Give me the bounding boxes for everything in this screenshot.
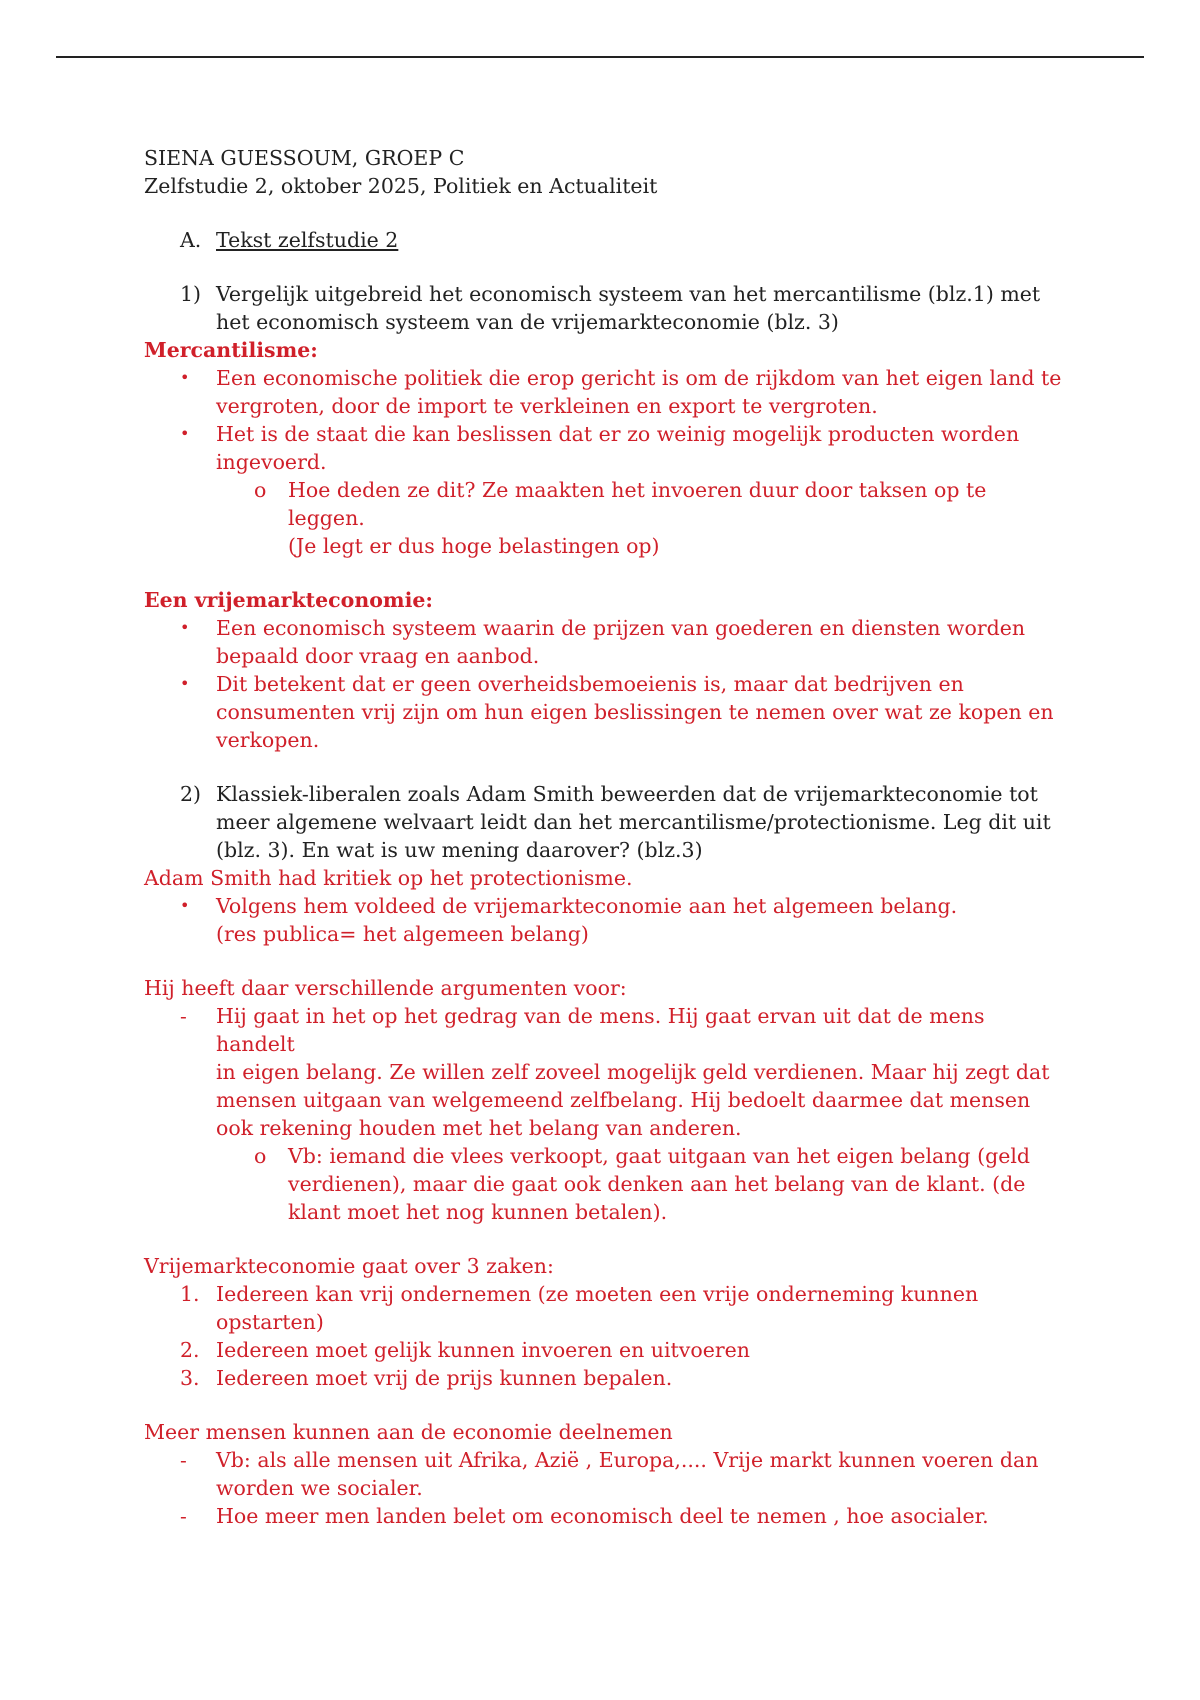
dash-bullet-icon: - [180, 1448, 187, 1472]
list-number: 1. [180, 1282, 200, 1306]
question-2-marker: 2) [180, 782, 202, 806]
mercantilisme-heading: Mercantilisme: [144, 338, 318, 362]
list-item-line: Hoe deden ze dit? Ze maakten het invoeren duur door taksen op te leggen. [288, 478, 987, 530]
list-item-line: Volgens hem voldeed de vrijemarkteconomie aan het algemeen belang. [216, 894, 958, 918]
bullet-icon: • [180, 618, 190, 637]
list-item-line: in eigen belang. Ze willen zelf zoveel mogelijk geld verdienen. Maar hij zegt dat [216, 1060, 1050, 1084]
list-item-line: Een economisch systeem waarin de prijzen van goederen en diensten worden [216, 616, 1026, 640]
list-item-line: worden we socialer. [216, 1476, 423, 1500]
list-item-line: Dit betekent dat er geen overheidsbemoeienis is, maar dat bedrijven en [216, 672, 964, 696]
circle-bullet-icon: o [254, 478, 267, 502]
list-number: 3. [180, 1366, 200, 1390]
bullet-icon: • [180, 674, 190, 693]
list-item-line: bepaald door vraag en aanbod. [216, 644, 540, 668]
question-2 [144, 780, 1064, 864]
list-item-line: ook rekening houden met het belang van anderen. [216, 1116, 742, 1140]
list-item-line: (res publica= het algemeen belang) [216, 922, 589, 946]
list-item-line: klant moet het nog kunnen betalen). [288, 1200, 668, 1224]
question-1-line: het economisch systeem van de vrijemarkteconomie (blz. 3) [216, 310, 839, 334]
list-item-line: Iedereen kan vrij ondernemen (ze moeten een vrije onderneming kunnen [216, 1282, 979, 1306]
list-item [144, 1336, 1064, 1364]
author-line: SIENA GUESSOUM, GROEP C [144, 146, 465, 170]
list-item-line: Vb: als alle mensen uit Afrika, Azië , Europa,.... Vrije markt kunnen voeren dan [216, 1448, 1039, 1472]
list-item-line: consumenten vrij zijn om hun eigen beslissingen te nemen over wat ze kopen en [216, 700, 1054, 724]
list-item-line: Iedereen moet gelijk kunnen invoeren en uitvoeren [216, 1338, 750, 1362]
list-item [144, 1364, 1064, 1392]
list-item [144, 1446, 1064, 1502]
document-page [144, 144, 1064, 1530]
list-item [144, 1002, 1064, 1142]
list-item [144, 364, 1064, 420]
list-item [144, 670, 1064, 754]
bullet-icon: • [180, 896, 190, 915]
question-2-line: Klassiek-liberalen zoals Adam Smith beweerden dat de vrijemarkteconomie tot [216, 782, 1038, 806]
subtitle-line: Zelfstudie 2, oktober 2025, Politiek en Actualiteit [144, 174, 658, 198]
deelnemen-intro: Meer mensen kunnen aan de economie deelnemen [144, 1420, 673, 1444]
vrijemarkt-heading: Een vrijemarkteconomie: [144, 588, 433, 612]
list-item-line: verdienen), maar die gaat ook denken aan het belang van de klant. (de [288, 1172, 1026, 1196]
list-item-line: Het is de staat die kan beslissen dat er zo weinig mogelijk producten worden [216, 422, 1020, 446]
list-number: 2. [180, 1338, 200, 1362]
list-item-line: opstarten) [216, 1310, 324, 1334]
circle-bullet-icon: o [254, 1144, 267, 1168]
sub-list-item [144, 1142, 1064, 1226]
question-1 [144, 280, 1064, 336]
list-item-line: mensen uitgaan van welgemeend zelfbelang. Hij bedoelt daarmee dat mensen [216, 1088, 1031, 1112]
list-item-line: Vb: iemand die vlees verkoopt, gaat uitgaan van het eigen belang (geld [288, 1144, 1031, 1168]
list-item [144, 1502, 1064, 1530]
drie-zaken-intro: Vrijemarkteconomie gaat over 3 zaken: [144, 1254, 554, 1278]
bullet-icon: • [180, 368, 190, 387]
list-item [144, 1280, 1064, 1336]
question-2-line: (blz. 3). En wat is uw mening daarover? (blz.3) [216, 838, 703, 862]
list-item-line: Hij gaat in het op het gedrag van de mens. Hij gaat ervan uit dat de mens handelt [216, 1004, 985, 1056]
list-item [144, 420, 1064, 476]
list-item-line: (Je legt er dus hoge belastingen op) [288, 534, 660, 558]
header-rule [56, 56, 1144, 58]
section-a-marker: A. [180, 228, 202, 252]
sub-list-item [144, 476, 1064, 560]
smith-intro: Adam Smith had kritiek op het protectionisme. [144, 866, 633, 890]
list-item-line: Een economische politiek die erop gericht is om de rijkdom van het eigen land te [216, 366, 1062, 390]
list-item [144, 614, 1064, 670]
list-item-line: vergroten, door de import te verkleinen en export te vergroten. [216, 394, 878, 418]
list-item-line: Hoe meer men landen belet om economisch deel te nemen , hoe asocialer. [216, 1504, 989, 1528]
list-item-line: ingevoerd. [216, 450, 327, 474]
question-1-line: Vergelijk uitgebreid het economisch systeem van het mercantilisme (blz.1) met [216, 282, 1041, 306]
section-a-title: Tekst zelfstudie 2 [216, 228, 399, 252]
list-item-line: Iedereen moet vrij de prijs kunnen bepalen. [216, 1366, 673, 1390]
list-item-line: verkopen. [216, 728, 320, 752]
section-a-heading [144, 226, 1064, 254]
list-item [144, 892, 1064, 948]
bullet-icon: • [180, 424, 190, 443]
question-1-marker: 1) [180, 282, 202, 306]
arguments-intro: Hij heeft daar verschillende argumenten voor: [144, 976, 627, 1000]
dash-bullet-icon: - [180, 1504, 187, 1528]
question-2-line: meer algemene welvaart leidt dan het mercantilisme/protectionisme. Leg dit uit [216, 810, 1051, 834]
dash-bullet-icon: - [180, 1004, 187, 1028]
